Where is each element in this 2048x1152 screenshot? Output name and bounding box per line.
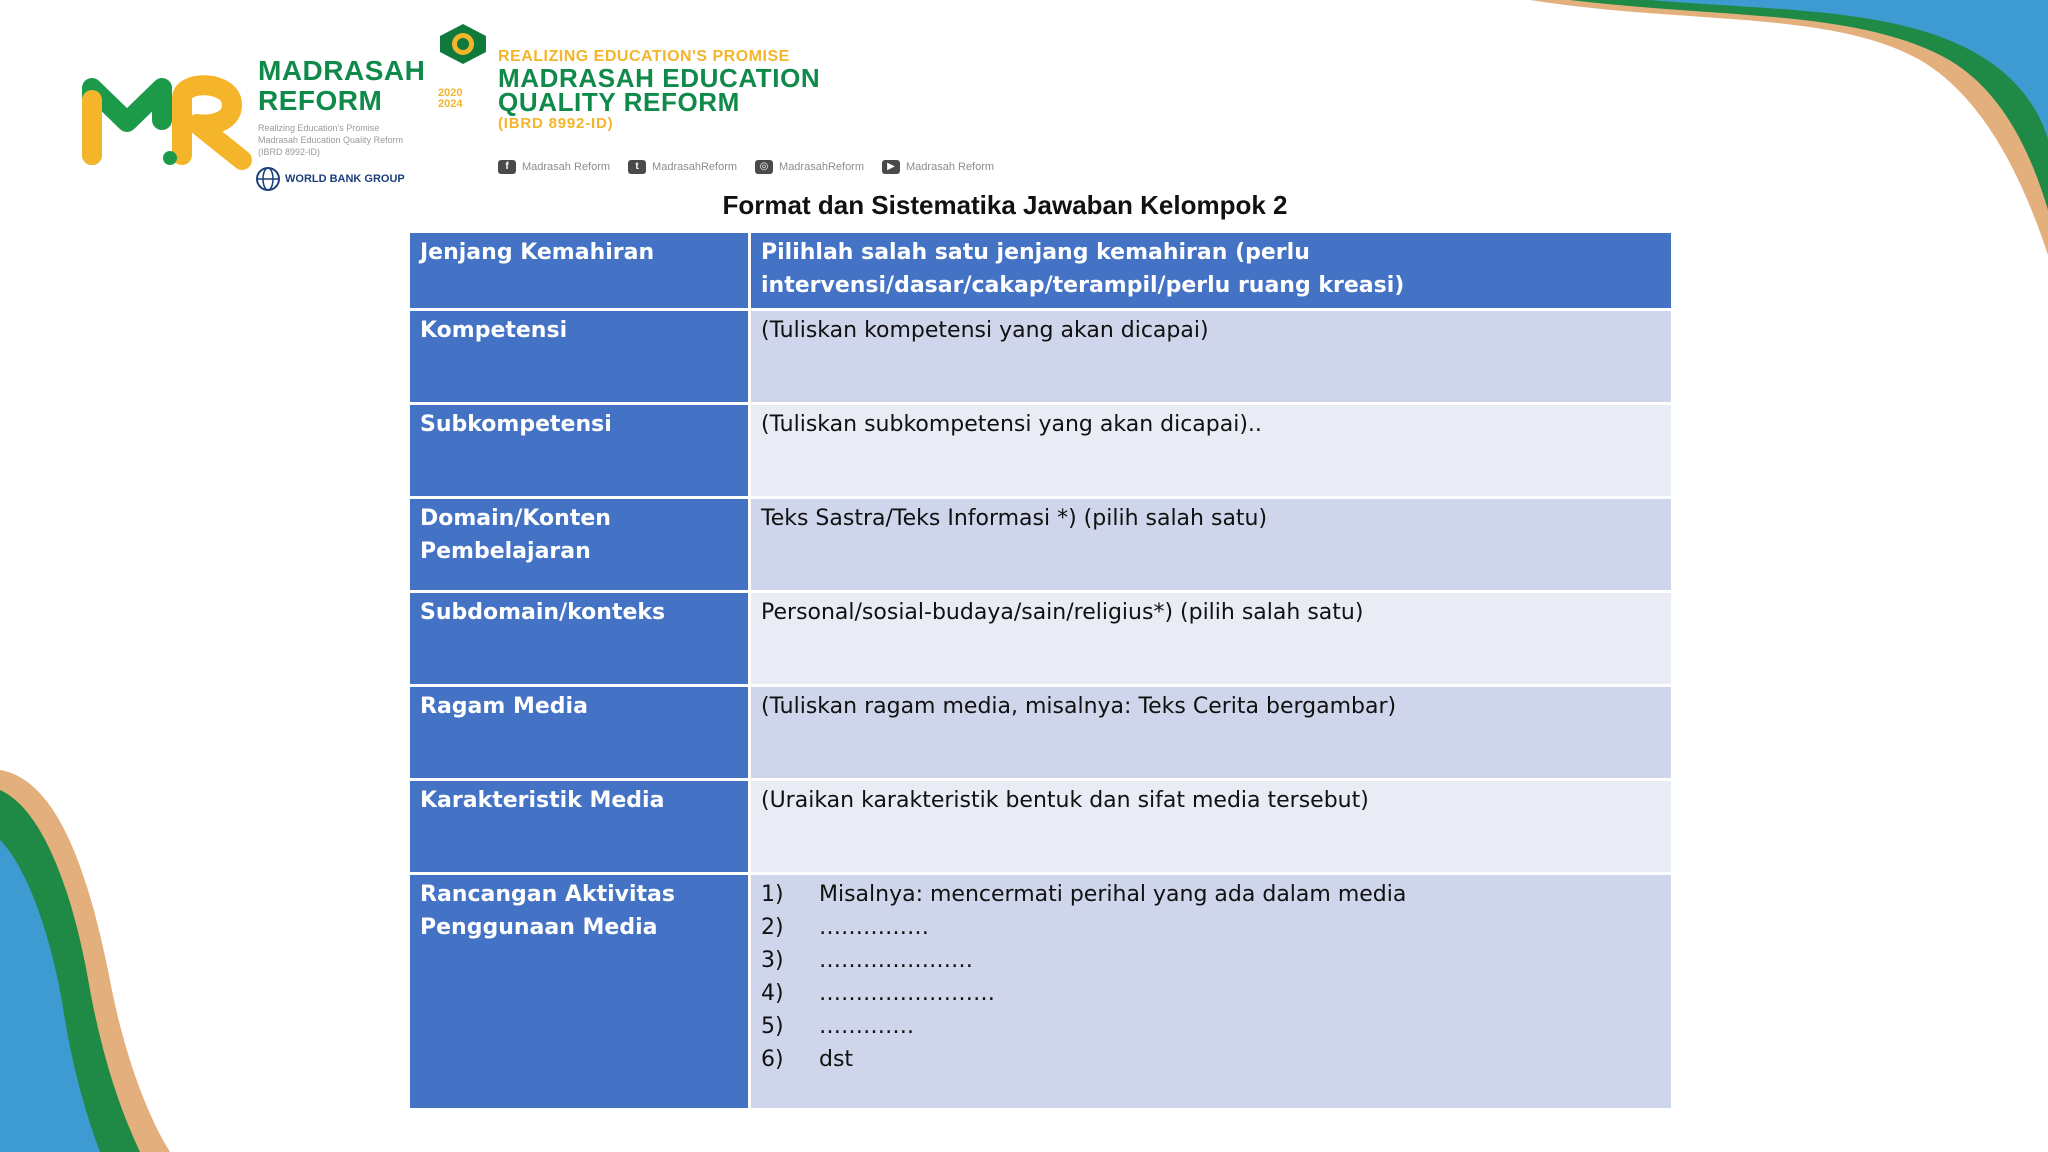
promise-title-line1: MADRASAH EDUCATION [498, 63, 821, 93]
logo-madrasah-text: MADRASAH [258, 55, 426, 86]
row-value: Personal/sosial-budaya/sain/religius*) (pilih salah satu) [750, 592, 1673, 686]
table-row [409, 780, 1673, 874]
promise-code: (IBRD 8992-ID) [498, 115, 614, 132]
row-label: Subdomain/konteks [409, 592, 750, 686]
social-links [498, 160, 994, 174]
world-bank-logo [255, 166, 405, 192]
promise-block [498, 48, 1018, 134]
list-number: 2) [761, 915, 784, 940]
logo-year-end: 2024 [438, 98, 463, 110]
top-right-swoosh-decoration [1500, 0, 2048, 260]
social-facebook[interactable] [498, 160, 610, 174]
list-item [761, 944, 1661, 977]
table-row [409, 310, 1673, 404]
list-text: Misalnya: mencermati perihal yang ada dalam media [819, 882, 1407, 907]
row-label: Karakteristik Media [409, 780, 750, 874]
bottom-left-swoosh-decoration [0, 760, 200, 1152]
activity-list [750, 874, 1673, 1110]
social-youtube[interactable] [882, 160, 994, 174]
row-value: Teks Sastra/Teks Informasi *) (pilih salah satu) [750, 498, 1673, 592]
list-item [761, 878, 1661, 911]
instagram-icon: ◎ [755, 160, 773, 174]
row-label: Domain/Konten Pembelajaran [409, 498, 750, 592]
list-number: 5) [761, 1014, 784, 1039]
world-bank-text: WORLD BANK GROUP [285, 173, 405, 185]
logo-tagline-line: Realizing Education's Promise [258, 123, 380, 133]
list-number: 4) [761, 981, 784, 1006]
logo-year-start: 2020 [438, 87, 463, 99]
list-item [761, 1010, 1661, 1043]
social-label: Madrasah Reform [906, 161, 995, 173]
facebook-icon: f [498, 160, 516, 174]
list-text: ………………… [819, 948, 973, 973]
header-logos [40, 10, 1040, 200]
social-instagram[interactable] [755, 160, 864, 174]
social-label: Madrasah Reform [522, 161, 611, 173]
list-number: 1) [761, 882, 784, 907]
table-row [409, 686, 1673, 780]
logo-years [438, 88, 462, 110]
list-item [761, 977, 1661, 1010]
logo-tagline-line: Madrasah Education Quality Reform [258, 135, 404, 145]
row-label: Rancangan Aktivitas Penggunaan Media [409, 874, 750, 1110]
row-label: Kompetensi [409, 310, 750, 404]
list-text: …………………… [819, 981, 995, 1006]
logo-reform-text: REFORM [258, 85, 383, 116]
list-text: …………… [819, 915, 929, 940]
table-row [409, 404, 1673, 498]
list-item [761, 1043, 1661, 1076]
table-row [409, 498, 1673, 592]
social-label: MadrasahReform [779, 161, 865, 173]
globe-icon [255, 166, 281, 192]
list-number: 3) [761, 948, 784, 973]
promise-tagline: REALIZING EDUCATION'S PROMISE [498, 48, 790, 65]
row-label: Ragam Media [409, 686, 750, 780]
row-value: (Uraikan karakteristik bentuk dan sifat media tersebut) [750, 780, 1673, 874]
table-header-value: Pilihlah salah satu jenjang kemahiran (perlu intervensi/dasar/cakap/terampil/perlu ruang kreasi) [750, 232, 1673, 310]
table-row-activities [409, 874, 1673, 1110]
logo-tagline-line: (IBRD 8992-ID) [258, 147, 321, 157]
social-twitter[interactable] [628, 160, 737, 174]
logo-tagline [258, 122, 468, 158]
table-header-label: Jenjang Kemahiran [409, 232, 750, 310]
list-text: …………. [819, 1014, 914, 1039]
row-value: (Tuliskan kompetensi yang akan dicapai) [750, 310, 1673, 404]
page-title: Format dan Sistematika Jawaban Kelompok 2 [722, 190, 1288, 220]
youtube-icon: ▶ [882, 160, 900, 174]
row-value: (Tuliskan ragam media, misalnya: Teks Cerita bergambar) [750, 686, 1673, 780]
list-text: dst [819, 1047, 854, 1072]
row-label: Subkompetensi [409, 404, 750, 498]
list-item [761, 911, 1661, 944]
twitter-icon: t [628, 160, 646, 174]
answer-format-table [407, 230, 1674, 1111]
table-header-row [409, 232, 1673, 310]
row-value: (Tuliskan subkompetensi yang akan dicapai).. [750, 404, 1673, 498]
madrasah-reform-logo-icon [72, 60, 272, 170]
list-number: 6) [761, 1047, 784, 1072]
table-row [409, 592, 1673, 686]
social-label: MadrasahReform [652, 161, 738, 173]
promise-title-line2: QUALITY REFORM [498, 87, 740, 117]
